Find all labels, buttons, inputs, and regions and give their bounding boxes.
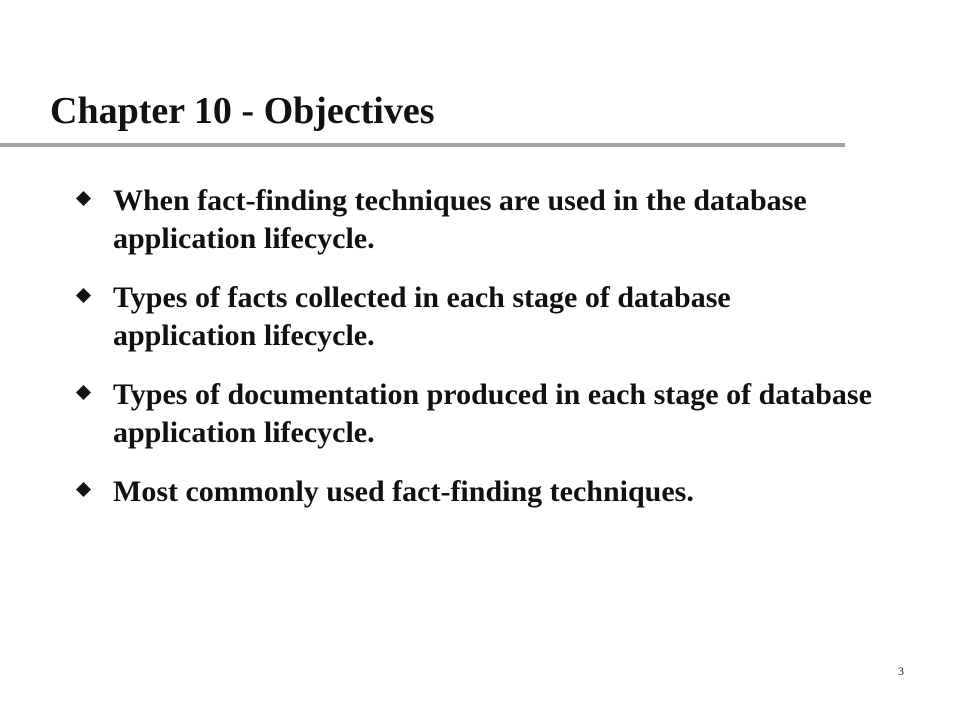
diamond-bullet-icon xyxy=(76,191,91,206)
objective-item-3 xyxy=(76,376,876,452)
slide-title: Chapter 10 - Objectives xyxy=(50,90,435,132)
diamond-bullet-icon xyxy=(76,288,91,303)
diamond-bullet-icon xyxy=(76,482,91,497)
objective-text-4: Most commonly used fact-finding techniques. xyxy=(113,475,694,508)
objective-text-1: When fact-finding techniques are used in the database application lifecycle. xyxy=(113,184,807,255)
title-underline xyxy=(0,143,845,147)
objective-text-2: Types of facts collected in each stage of database application lifecycle. xyxy=(113,281,731,352)
objective-text-3: Types of documentation produced in each stage of database application lifecycle. xyxy=(113,378,872,449)
objective-item-2 xyxy=(76,279,876,355)
objectives-list xyxy=(76,182,876,532)
objective-item-1 xyxy=(76,182,876,258)
diamond-bullet-icon xyxy=(76,385,91,400)
page-number: 3 xyxy=(898,664,904,678)
objective-item-4 xyxy=(76,473,876,511)
